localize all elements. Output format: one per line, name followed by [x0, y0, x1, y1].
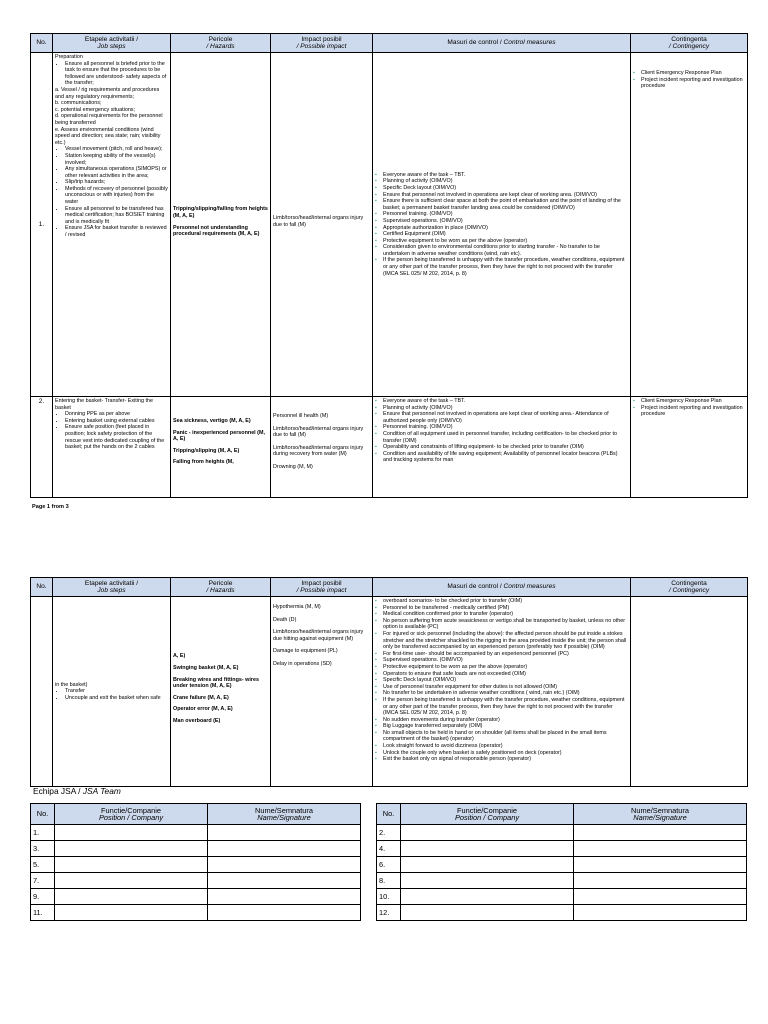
team-header-row — [31, 804, 361, 825]
impact-item: Limb/torso/head/internal organs injury due to fall (M) — [273, 214, 364, 228]
team-header-row — [377, 804, 747, 825]
name-signature-field[interactable] — [574, 825, 747, 841]
control-measure-item: ▪ Condition and availability of life saving equipment; Availability of personnel locator beacons (PLBs) and tracking systems for man — [383, 451, 628, 464]
control-measure-item: ▪ Look straight forward to avoid dizziness (operator) — [383, 743, 628, 750]
job-step: • Entering basket using external cables — [65, 418, 168, 425]
name-signature-field[interactable] — [208, 905, 361, 921]
position-company-field[interactable] — [401, 825, 574, 841]
job-step: • Transfer — [65, 688, 168, 695]
control-measure-item: ▪ Medical condition confirmed prior to transfer (operator) — [383, 611, 628, 618]
control-measure-item: ▪ Exit the basket only on signal of responsible person (operator) — [383, 756, 628, 763]
table-row — [31, 53, 748, 397]
hazard-item: Crane failure (M, A, E) — [173, 694, 229, 701]
impact-cell — [271, 397, 373, 498]
col-header-control-measures: Masuri de control / Control measures — [373, 34, 631, 53]
team-row — [377, 889, 747, 905]
job-steps-cell — [53, 397, 171, 498]
job-step: d. operational requirements for the personnel being transferred — [55, 113, 163, 126]
position-company-field[interactable] — [401, 841, 574, 857]
jsa-table-page-2 — [30, 577, 748, 787]
hazard-item: Swinging basket (M, A, E) — [173, 665, 239, 672]
position-company-field[interactable] — [55, 825, 208, 841]
control-measure-item: ▪ No person suffering from acute seasickness or vertigo shall be transported by basket, unless no other option is available (PC) — [383, 618, 628, 631]
col-header-impact: Impact posibil / Possible impact — [271, 34, 373, 53]
control-measure-item: ▪ Unlock the couple only when basket is safely positioned on deck (operator) — [383, 750, 628, 757]
col-header-job-steps: Etapele activitatii / Job steps — [53, 34, 171, 53]
team-row-number: 7. — [31, 873, 55, 889]
position-company-field[interactable] — [401, 857, 574, 873]
job-step: in the basket) — [55, 681, 88, 688]
impact-item: Limb/torso/head/internal organs injury during recovery from water (M) — [273, 444, 364, 458]
position-company-field[interactable] — [55, 889, 208, 905]
name-signature-field[interactable] — [574, 889, 747, 905]
control-measure-item: ▪ For first-time user- should be accompanied by an experienced personnel (PC) — [383, 651, 628, 658]
job-step: a. Vessel / rig requirements and procedures and any regulatory requirements; — [55, 86, 160, 100]
team-row — [377, 873, 747, 889]
job-step: • Ensure all personnel to be transfered has medical certification; has BOSIET training and is medically fit — [65, 206, 168, 226]
contingency-cell — [631, 53, 748, 397]
control-measure-item: ▪ Planning of activity (OIM/VO) — [383, 178, 628, 185]
hazard-item: Tripping/slipping/falling from heights (M, A, E) — [173, 206, 268, 219]
control-measure-item: ▪ Protective equipment to be worn as per the above (operator) — [383, 238, 628, 245]
team-row-number: 1. — [31, 825, 55, 841]
team-col-name: Nume/Semnatura Name/Signature — [208, 804, 361, 825]
jsa-table-page-1 — [30, 33, 748, 498]
position-company-field[interactable] — [55, 841, 208, 857]
name-signature-field[interactable] — [208, 841, 361, 857]
team-row — [31, 889, 361, 905]
control-measure-item: ▪ If the person being transferred is unhappy with the transfer procedure, weather conditions, equipment or any other part of the transfer process, then they have the right to not proceed with the transfer (IMCA SEL 025/ M 202, 2014, p. 8) — [383, 257, 628, 277]
contingency-cell — [631, 597, 748, 787]
impact-item: Limb/torso/head/internal organs injury due to fall (M) — [273, 425, 364, 439]
team-row — [377, 841, 747, 857]
control-measure-item: ▪ Big Luggage transferred separately (OIM) — [383, 723, 628, 730]
position-company-field[interactable] — [401, 905, 574, 921]
control-measure-item: ▪ Supervised operations. (OIM/VO) — [383, 218, 628, 225]
team-row — [377, 857, 747, 873]
hazard-item: A, E) — [173, 653, 186, 660]
team-row-number: 9. — [31, 889, 55, 905]
control-measure-item: ▪ Specific Deck layout (OIM/VO) — [383, 185, 628, 192]
hazard-item: Sea sickness, vertigo (M, A, E) — [173, 418, 251, 424]
control-measure-item: ▪ Ensure that personnel not involved in operations are kept clear of working area.- Attendance of authorized people only (OIM/VO) — [383, 411, 628, 424]
job-step: Preparation — [55, 54, 83, 60]
job-step: • Ensure all personnel is briefed prior to the task to ensure that the procedures to be followed are understood- safety aspects of the transfer; — [65, 61, 168, 87]
team-row-number: 8. — [377, 873, 401, 889]
team-row — [31, 825, 361, 841]
impact-item: Hypothermia (M, M) — [273, 604, 321, 610]
control-measure-item: ▪ Everyone aware of the task – TBT. — [383, 172, 628, 179]
page-footer: Page 1 from 3 — [32, 504, 69, 510]
col-header-hazards: Pericole / Hazards — [171, 34, 271, 53]
control-measure-item: ▪ No transfer to be undertaken in adverse weather conditions ( wind, rain etc.) (OIM) — [383, 690, 628, 697]
hazard-item: Man overboard (E) — [173, 717, 221, 724]
jsa-team-title: Echipa JSA / JSA Team — [33, 786, 121, 796]
contingency-item: ▪ Project incident reporting and investigation procedure — [641, 77, 745, 90]
table-row — [31, 397, 748, 498]
name-signature-field[interactable] — [574, 857, 747, 873]
col-header-contingency: Contingenta / Contingency — [631, 34, 748, 53]
impact-cell — [271, 53, 373, 397]
control-measure-item: ▪ Operability and constraints of lifting equipment- to be checked prior to transfer (OIM) — [383, 444, 628, 451]
position-company-field[interactable] — [55, 905, 208, 921]
table-header-row — [31, 578, 748, 597]
table-row — [31, 597, 748, 787]
control-measures-cell — [373, 53, 631, 397]
hazard-item: Falling from heights (M, — [173, 459, 234, 466]
col-header-contingency: Contingenta / Contingency — [631, 578, 748, 597]
control-measure-item: ▪ No small objects to be held in hand or on shoulder (all items shall be placed in the small items compartment of the basket) (operator) — [383, 730, 628, 743]
job-step: • Any simultaneous operations (SIMOPS) or other relevant activities in the area; — [65, 166, 168, 179]
hazard-item: Breaking wires and fittings- wires under tension (M, A, E) — [173, 676, 259, 690]
position-company-field[interactable] — [401, 873, 574, 889]
col-header-hazards: Pericole / Hazards — [171, 578, 271, 597]
row-number: 2. — [31, 397, 53, 498]
team-row — [31, 905, 361, 921]
control-measure-item: ▪ Operators to ensure that safe loads are not exceeded (OIM) — [383, 671, 628, 678]
team-row-number: 10. — [377, 889, 401, 905]
hazards-cell — [171, 53, 271, 397]
team-row-number: 3. — [31, 841, 55, 857]
control-measure-item: ▪ Ensure that personnel not involved in operations are kept clear of working area. (OIM/VO) — [383, 192, 628, 199]
col-header-impact: Impact posibil / Possible impact — [271, 578, 373, 597]
team-col-no: No. — [31, 804, 55, 825]
team-row-number: 5. — [31, 857, 55, 873]
job-step: • Uncouple and exit the basket when safe — [65, 695, 168, 702]
team-col-no: No. — [377, 804, 401, 825]
team-row — [377, 825, 747, 841]
impact-item: Death (D) — [273, 616, 297, 623]
jsa-team-table-left — [30, 803, 361, 921]
job-step: • Vessel movement (pitch, roll and heave); — [65, 146, 168, 153]
job-step: c. potential emergency situations; — [55, 106, 136, 113]
control-measure-item: ▪ Ensure there is sufficient clear space at both the point of embarkation and the point of landing of the basket; a permanent basket transfer landing area could be considered (OIM/VO) — [383, 198, 628, 211]
impact-item: Limb/torso/head/internal organs injury due hitting against equipment (M) — [273, 629, 364, 642]
name-signature-field[interactable] — [208, 825, 361, 841]
control-measures-cell — [373, 597, 631, 787]
col-header-job-steps: Etapele activitatii / Job steps — [53, 578, 171, 597]
team-row — [31, 841, 361, 857]
job-step: • Methods of recovery of personnel (possibly unconscious or with injuries) from the water — [65, 186, 168, 206]
control-measure-item: ▪ overboard scenarios- to be checked prior to transfer (OIM) — [383, 598, 628, 605]
job-step: • Slip/trip hazards; — [65, 179, 168, 186]
hazards-cell — [171, 597, 271, 787]
jsa-team-table-right — [376, 803, 747, 921]
control-measure-item: ▪ Certified Equipment (OIM) — [383, 231, 628, 238]
name-signature-field[interactable] — [208, 873, 361, 889]
control-measures-cell — [373, 397, 631, 498]
job-step: • Donning PPE as per above — [65, 411, 168, 418]
control-measure-item: ▪ Consideration given to environmental conditions prior to starting transfer - No transfer to be undertaken in adverse weather conditions (wind, rain etc). — [383, 244, 628, 257]
col-header-control-measures: Masuri de control / Control measures — [373, 578, 631, 597]
control-measure-item: ▪ Personnel training. (OIM/VO) — [383, 211, 628, 218]
hazards-cell — [171, 397, 271, 498]
team-col-position: Functie/Companie Position / Company — [55, 804, 208, 825]
name-signature-field[interactable] — [208, 857, 361, 873]
team-row-number: 12. — [377, 905, 401, 921]
control-measure-item: ▪ If the person being transferred is unhappy with the transfer procedure, weather conditions, equipment or any other part of the transfer process, then they have the right to not proceed with the transfer (IMCA SEL 025/ M 202, 2014, p. 8) — [383, 697, 628, 717]
col-header-no: No. — [31, 578, 53, 597]
control-measure-item: ▪ Supervised operations. (OIM/VO) — [383, 657, 628, 664]
team-row — [31, 857, 361, 873]
hazard-item: Tripping/slipping (M, A, E) — [173, 447, 240, 454]
contingency-item: ▪ Client Emergency Response Plan — [641, 70, 745, 77]
impact-item: Damage to equipment (PL) — [273, 648, 338, 655]
position-company-field[interactable] — [55, 857, 208, 873]
job-step: Entering the basket- Transfer- Exiting the basket — [55, 398, 153, 411]
row-number — [31, 597, 53, 787]
hazard-item: Operator error (M, A, E) — [173, 706, 233, 713]
control-measure-item: ▪ Personnel to be transferred - medically certified (PM) — [383, 605, 628, 612]
impact-item: Delay in operations (SD) — [273, 660, 332, 667]
job-step: • Station keeping ability of the vessel(s) involved; — [65, 153, 168, 166]
job-step: • Ensure JSA for basket transfer is reviewed / revised — [65, 225, 168, 238]
position-company-field[interactable] — [55, 873, 208, 889]
team-col-position: Functie/Companie Position / Company — [401, 804, 574, 825]
name-signature-field[interactable] — [208, 889, 361, 905]
control-measure-item: ▪ Planning of activity (OIM/VO) — [383, 405, 628, 412]
control-measure-item: ▪ Specific Deck layout (OIM/VO) — [383, 677, 628, 684]
team-col-name: Nume/Semnatura Name/Signature — [574, 804, 747, 825]
contingency-item: ▪ Client Emergency Response Plan — [641, 398, 745, 405]
control-measure-item: ▪ Personnel training. (OIM/VO) — [383, 424, 628, 431]
contingency-item: ▪ Project incident reporting and investigation procedure — [641, 405, 745, 418]
control-measure-item: ▪ Protective equipment to be worn as per the above (operator) — [383, 664, 628, 671]
control-measure-item: ▪ Condition of all equipment used in personnel transfer, including certification- to be checked prior to transfer (OIM) — [383, 431, 628, 444]
impact-item: Personnel ill health (M) — [273, 413, 329, 419]
name-signature-field[interactable] — [574, 873, 747, 889]
contingency-cell — [631, 397, 748, 498]
control-measure-item: ▪ Everyone aware of the task – TBT. — [383, 398, 628, 405]
team-row-number: 4. — [377, 841, 401, 857]
impact-cell — [271, 597, 373, 787]
hazard-item: Panic - inexperienced personnel (M, A, E) — [173, 429, 265, 443]
job-step: b. communications; — [55, 100, 102, 107]
name-signature-field[interactable] — [574, 841, 747, 857]
team-row — [377, 905, 747, 921]
job-steps-cell — [53, 597, 171, 787]
control-measure-item: ▪ For injured or sick personnel (including the above): the affected person should be put inside a stokes stretcher and the stretcher shackled to the rigging in the area provided inside the unit; the person shall only be transferred accompanied by an experienced person (preferably two if possible) (OIM) — [383, 631, 628, 651]
team-row — [31, 873, 361, 889]
control-measure-item: ▪ Appropriate authorization in place (OIM/VO) — [383, 225, 628, 232]
table-header-row — [31, 34, 748, 53]
job-step: • Ensure safe position (feet placed in position; lock safety protection of the rescue vest into dedicated coupling of the basket; put the hands on the 2 cables — [65, 424, 168, 450]
team-row-number: 11. — [31, 905, 55, 921]
team-row-number: 2. — [377, 825, 401, 841]
impact-item: Drowning (M, M) — [273, 463, 313, 470]
position-company-field[interactable] — [401, 889, 574, 905]
name-signature-field[interactable] — [574, 905, 747, 921]
job-step: e. Assess environmental conditions (wind speed and direction; sea state; rain; visibility etc.) — [55, 126, 161, 146]
job-steps-cell — [53, 53, 171, 397]
control-measure-item: ▪ No sudden movements during transfer (operator) — [383, 717, 628, 724]
hazard-item: Personnel not understanding procedural requirements (M, A, E) — [173, 224, 260, 238]
team-row-number: 6. — [377, 857, 401, 873]
row-number: 1. — [31, 53, 53, 397]
control-measure-item: ▪ Use of personnel transfer equipment for other duties is not allowed (OIM) — [383, 684, 628, 691]
col-header-no: No. — [31, 34, 53, 53]
